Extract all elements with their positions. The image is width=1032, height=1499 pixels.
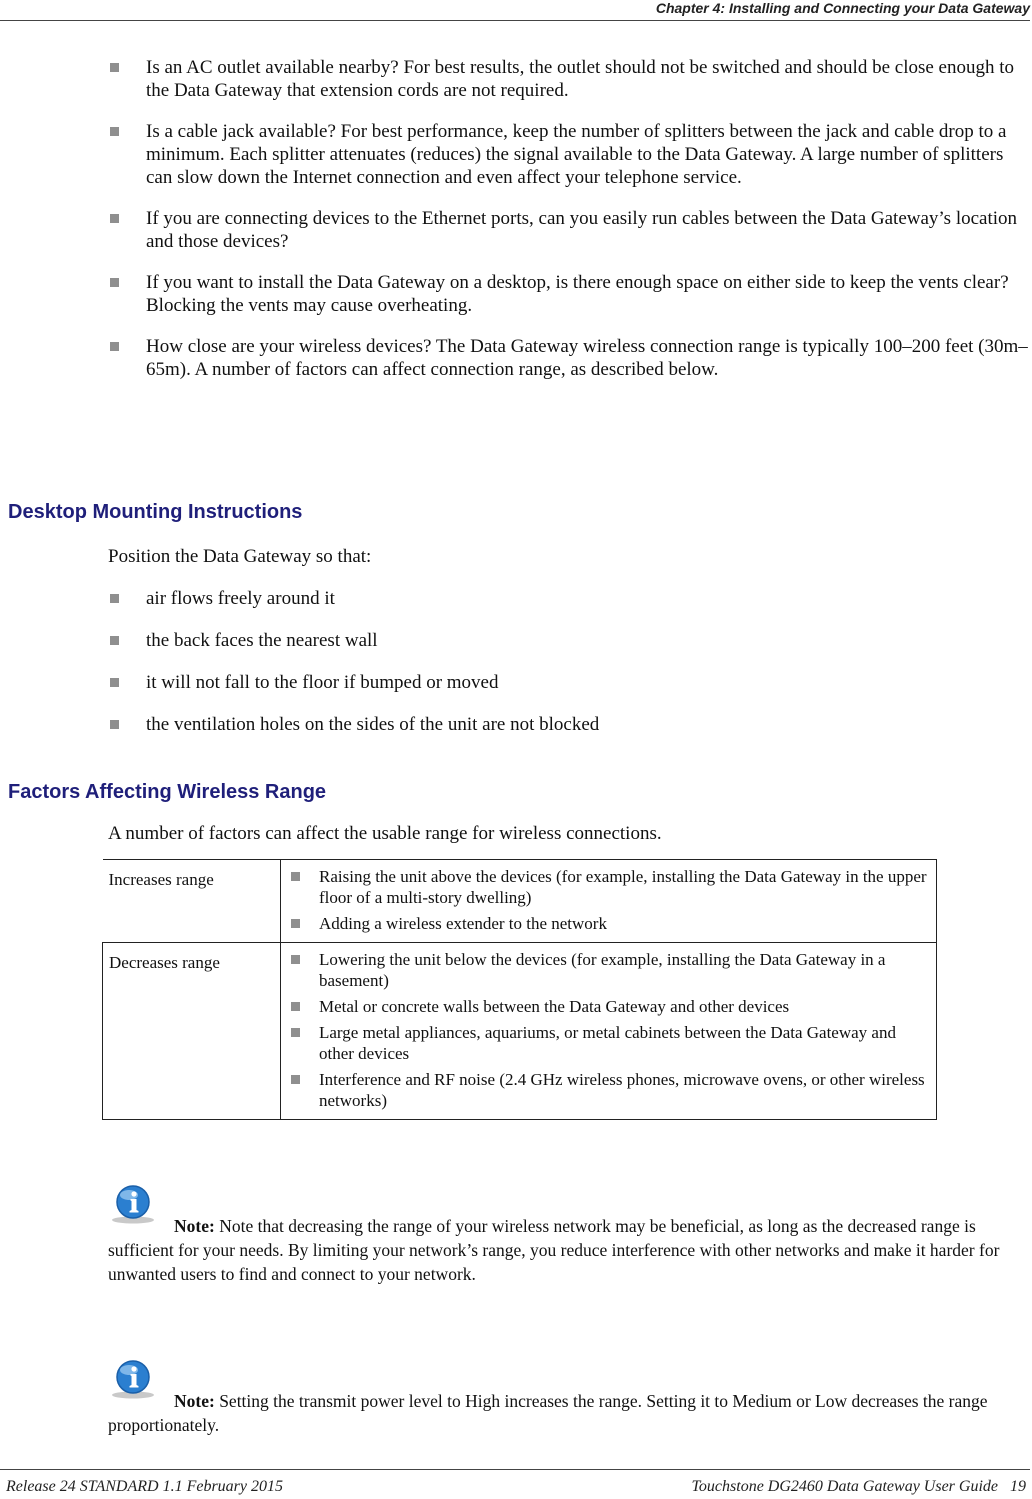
release-info: Release 24 STANDARD 1.1 February 2015	[6, 1478, 283, 1495]
square-bullet-icon	[291, 1075, 300, 1084]
increases-range-label: Increases range	[103, 860, 281, 943]
table-row-decreases	[103, 943, 937, 1120]
wireless-range-table	[102, 859, 937, 1120]
increases-range-cell	[281, 860, 937, 943]
note-transmit-power	[108, 1389, 1028, 1437]
chapter-title: Chapter 4: Installing and Connecting your Data Gateway	[655, 0, 1030, 16]
square-bullet-icon	[110, 720, 119, 729]
note-text: Note that decreasing the range of your wireless network may be beneficial, as long as the decreased range is sufficient for your needs. By limiting your network’s range, you reduce interference with other networks and make it harder for unwanted users to find and connect to your network.	[108, 1216, 1000, 1284]
list-item: How close are your wireless devices? The Data Gateway wireless connection range is typically 100–200 feet (30m–65m). A number of factors can affect connection range, as described below.	[108, 335, 1028, 381]
decreases-range-label: Decreases range	[103, 943, 281, 1120]
list-item: Large metal appliances, aquariums, or metal cabinets between the Data Gateway and other devices	[289, 1022, 930, 1064]
note-label: Note:	[174, 1391, 215, 1411]
guide-title: Touchstone DG2460 Data Gateway User Guide	[691, 1478, 998, 1495]
note-range	[108, 1214, 1028, 1286]
square-bullet-icon	[110, 342, 119, 351]
square-bullet-icon	[110, 678, 119, 687]
desktop-mounting-heading: Desktop Mounting Instructions	[8, 501, 303, 523]
info-icon	[108, 1184, 158, 1224]
square-bullet-icon	[291, 1002, 300, 1011]
decreases-range-cell	[281, 943, 937, 1120]
list-item: Is an AC outlet available nearby? For best results, the outlet should not be switched and should be close enough to the Data Gateway that extension cords are not required.	[108, 56, 1028, 102]
square-bullet-icon	[110, 127, 119, 136]
running-footer	[0, 1469, 1030, 1495]
list-item: If you are connecting devices to the Ethernet ports, can you easily run cables between the Data Gateway’s location and those devices?	[108, 207, 1028, 253]
list-item: Interference and RF noise (2.4 GHz wireless phones, microwave ovens, or other wireless networks)	[289, 1069, 930, 1111]
square-bullet-icon	[291, 1028, 300, 1037]
wireless-range-heading: Factors Affecting Wireless Range	[8, 781, 327, 803]
list-item: Lowering the unit below the devices (for example, installing the Data Gateway in a basement)	[289, 949, 930, 991]
list-item: Raising the unit above the devices (for example, installing the Data Gateway in the upper floor of a multi-story dwelling)	[289, 866, 930, 908]
square-bullet-icon	[291, 955, 300, 964]
list-item: Metal or concrete walls between the Data Gateway and other devices	[289, 996, 930, 1017]
intro-bullet-list	[108, 56, 1028, 399]
desktop-bullet-list	[108, 587, 1028, 755]
square-bullet-icon	[110, 594, 119, 603]
list-item: Adding a wireless extender to the network	[289, 913, 930, 934]
table-row-increases	[103, 860, 937, 943]
square-bullet-icon	[291, 919, 300, 928]
page-number: 19	[1010, 1478, 1026, 1495]
list-item: the back faces the nearest wall	[108, 629, 1028, 652]
list-item: Is a cable jack available? For best performance, keep the number of splitters between the jack and cable drop to a minimum. Each splitter attenuates (reduces) the signal available to the Data Gateway. A large number of splitters can slow down the Internet connection and even affect your telephone service.	[108, 120, 1028, 189]
square-bullet-icon	[110, 63, 119, 72]
list-item: If you want to install the Data Gateway on a desktop, is there enough space on either side to keep the vents clear? Blocking the vents may cause overheating.	[108, 271, 1028, 317]
info-icon	[108, 1359, 158, 1399]
square-bullet-icon	[110, 214, 119, 223]
list-item: it will not fall to the floor if bumped or moved	[108, 671, 1028, 694]
square-bullet-icon	[110, 278, 119, 287]
guide-info	[692, 1478, 1027, 1496]
running-header	[0, 0, 1030, 21]
note-label: Note:	[174, 1216, 215, 1236]
desktop-intro-text: Position the Data Gateway so that:	[108, 546, 372, 567]
square-bullet-icon	[291, 872, 300, 881]
square-bullet-icon	[110, 636, 119, 645]
wireless-intro-text: A number of factors can affect the usable range for wireless connections.	[108, 823, 662, 844]
note-text: Setting the transmit power level to High increases the range. Setting it to Medium or Low decreases the range proportionately.	[108, 1391, 988, 1435]
list-item: the ventilation holes on the sides of the unit are not blocked	[108, 713, 1028, 736]
list-item: air flows freely around it	[108, 587, 1028, 610]
